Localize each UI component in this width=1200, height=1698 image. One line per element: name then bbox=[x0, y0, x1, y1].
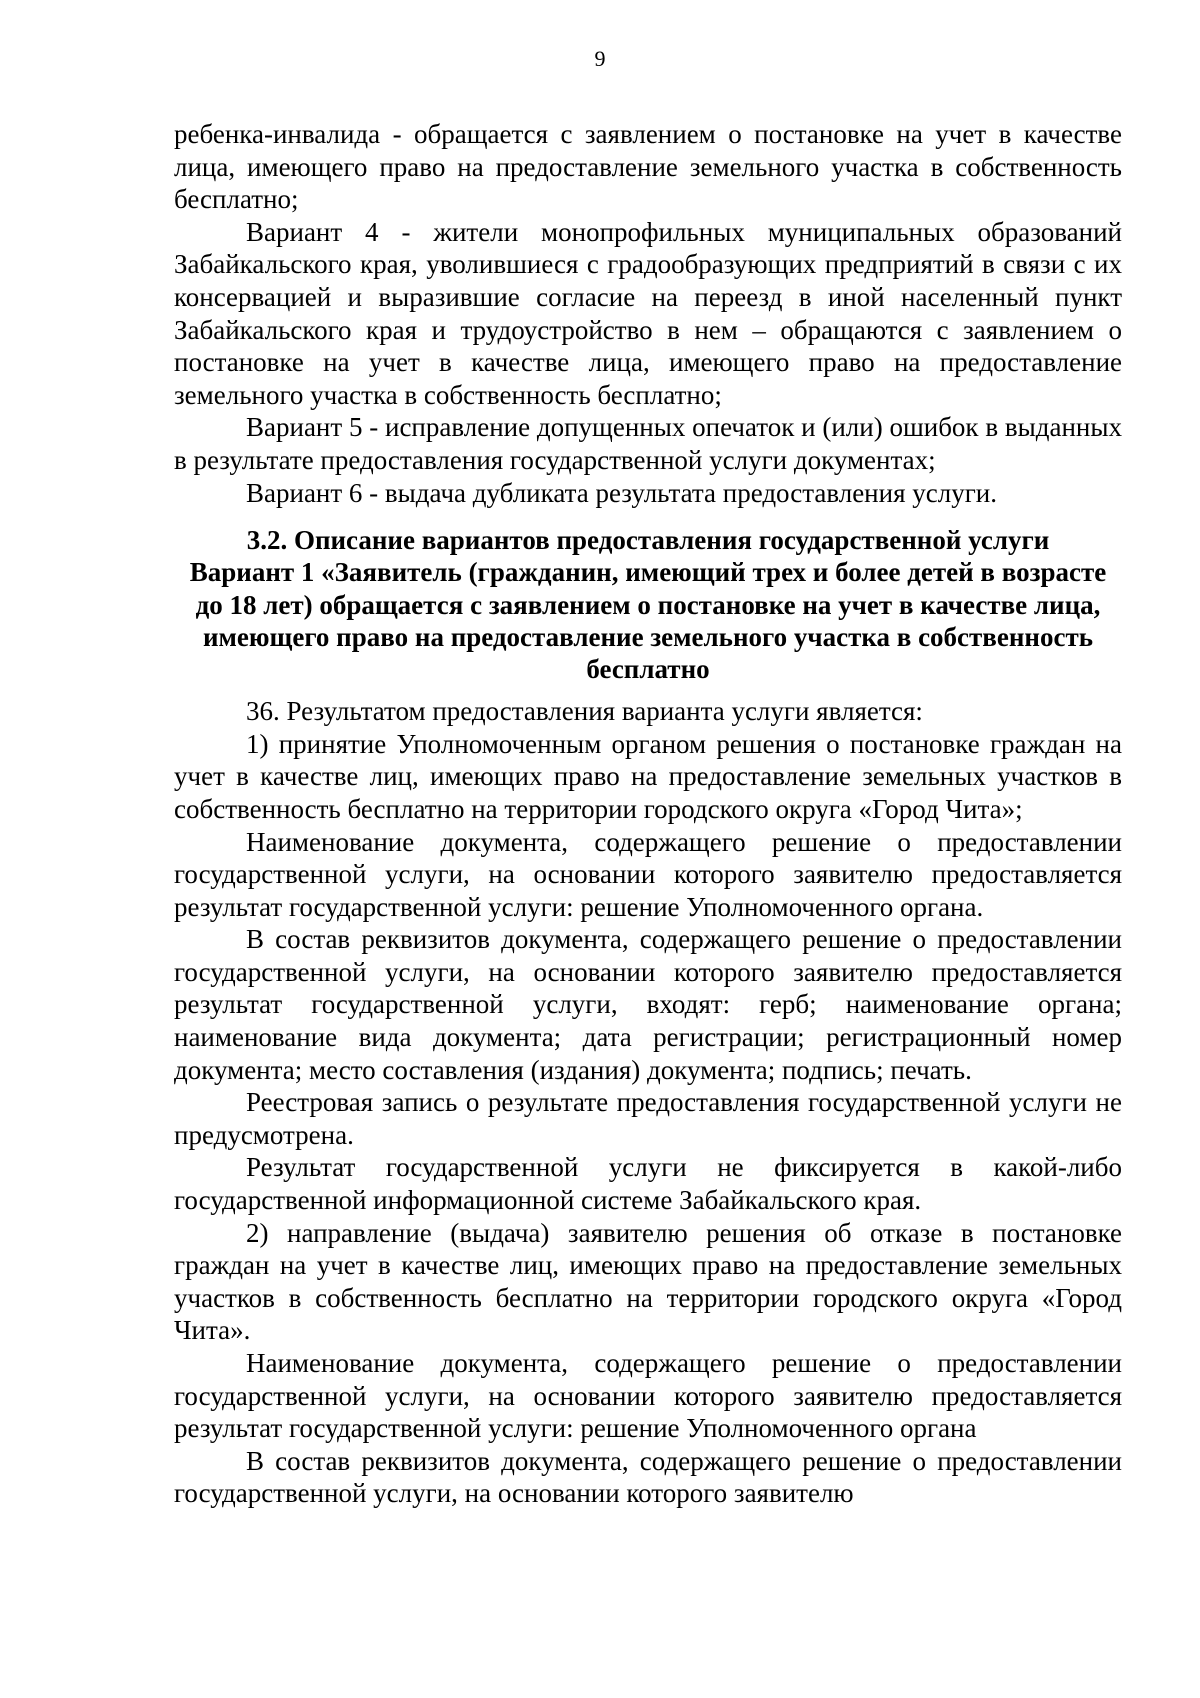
document-body bbox=[174, 118, 1122, 1510]
paragraph-variant-4: Вариант 4 - жители монопрофильных муниципальных образований Забайкальского края, уволившиеся с градообразующих предприятий в связи с их консервацией и выразившие согласие на переезд в иной населенный пункт Забайкальского края и трудоустройство в нем – обращаются с заявлением о постановке на учет в качестве лица, имеющего право на предоставление земельного участка в собственность бесплатно; bbox=[174, 216, 1122, 410]
section-heading-variant: Вариант 1 «Заявитель (гражданин, имеющий трех и более детей в возрасте до 18 лет) обращается с заявлением о постановке на учет в качестве лица, имеющего право на предоставление земельного участка в собственность бесплатно bbox=[189, 557, 1107, 684]
paragraph-document-name: Наименование документа, содержащего решение о предоставлении государственной услуги, на основании которого заявителю предоставляется результат государственной услуги: решение Уполномоченного органа. bbox=[174, 826, 1122, 922]
paragraph-36: 36. Результатом предоставления варианта услуги является: bbox=[246, 696, 923, 727]
paragraph-continuation: ребенка-инвалида - обращается с заявлением о постановке на учет в качестве лица, имеющего право на предоставление земельного участка в собственность бесплатно; bbox=[174, 119, 1122, 215]
section-heading bbox=[174, 524, 1122, 685]
paragraph-result-2: 2) направление (выдача) заявителю решения об отказе в постановке граждан на учет в качестве лиц, имеющих право на предоставление земельных участков в собственность бесплатно на территории городского округа «Город Чита». bbox=[174, 1217, 1122, 1346]
paragraph-document-requisites: В состав реквизитов документа, содержащего решение о предоставлении государственной услуги, на основании которого заявителю предоставляется результат государственной услуги, входят: герб; наименование органа; наименование вида документа; дата регистрации; регистрационный номер документа; место составления (издания) документа; подпись; печать. bbox=[174, 924, 1122, 1085]
paragraph-variant-6: Вариант 6 - выдача дубликата результата предоставления услуги. bbox=[246, 477, 997, 508]
paragraph-document-name-2: Наименование документа, содержащего решение о предоставлении государственной услуги, на основании которого заявителю предоставляется результат государственной услуги: решение Уполномоченного органа bbox=[174, 1348, 1122, 1444]
paragraph-variant-5: Вариант 5 - исправление допущенных опечаток и (или) ошибок в выданных в результате предоставления государственной услуги документах; bbox=[174, 412, 1122, 475]
paragraph-result-1: 1) принятие Уполномоченным органом решения о постановке граждан на учет в качестве лиц, имеющих право на предоставление земельных участков в собственность бесплатно на территории городского округа «Город Чита»; bbox=[174, 728, 1122, 824]
paragraph-document-requisites-2: В состав реквизитов документа, содержащего решение о предоставлении государственной услуги, на основании которого заявителю bbox=[174, 1445, 1122, 1509]
page-number: 9 bbox=[594, 46, 606, 71]
section-heading-title: 3.2. Описание вариантов предоставления государственной услуги bbox=[246, 525, 1050, 556]
paragraph-registry-record: Реестровая запись о результате предоставления государственной услуги не предусмотрена. bbox=[174, 1087, 1122, 1150]
paragraph-information-system: Результат государственной услуги не фиксируется в какой-либо государственной информационной системе Забайкальского края. bbox=[174, 1152, 1122, 1216]
